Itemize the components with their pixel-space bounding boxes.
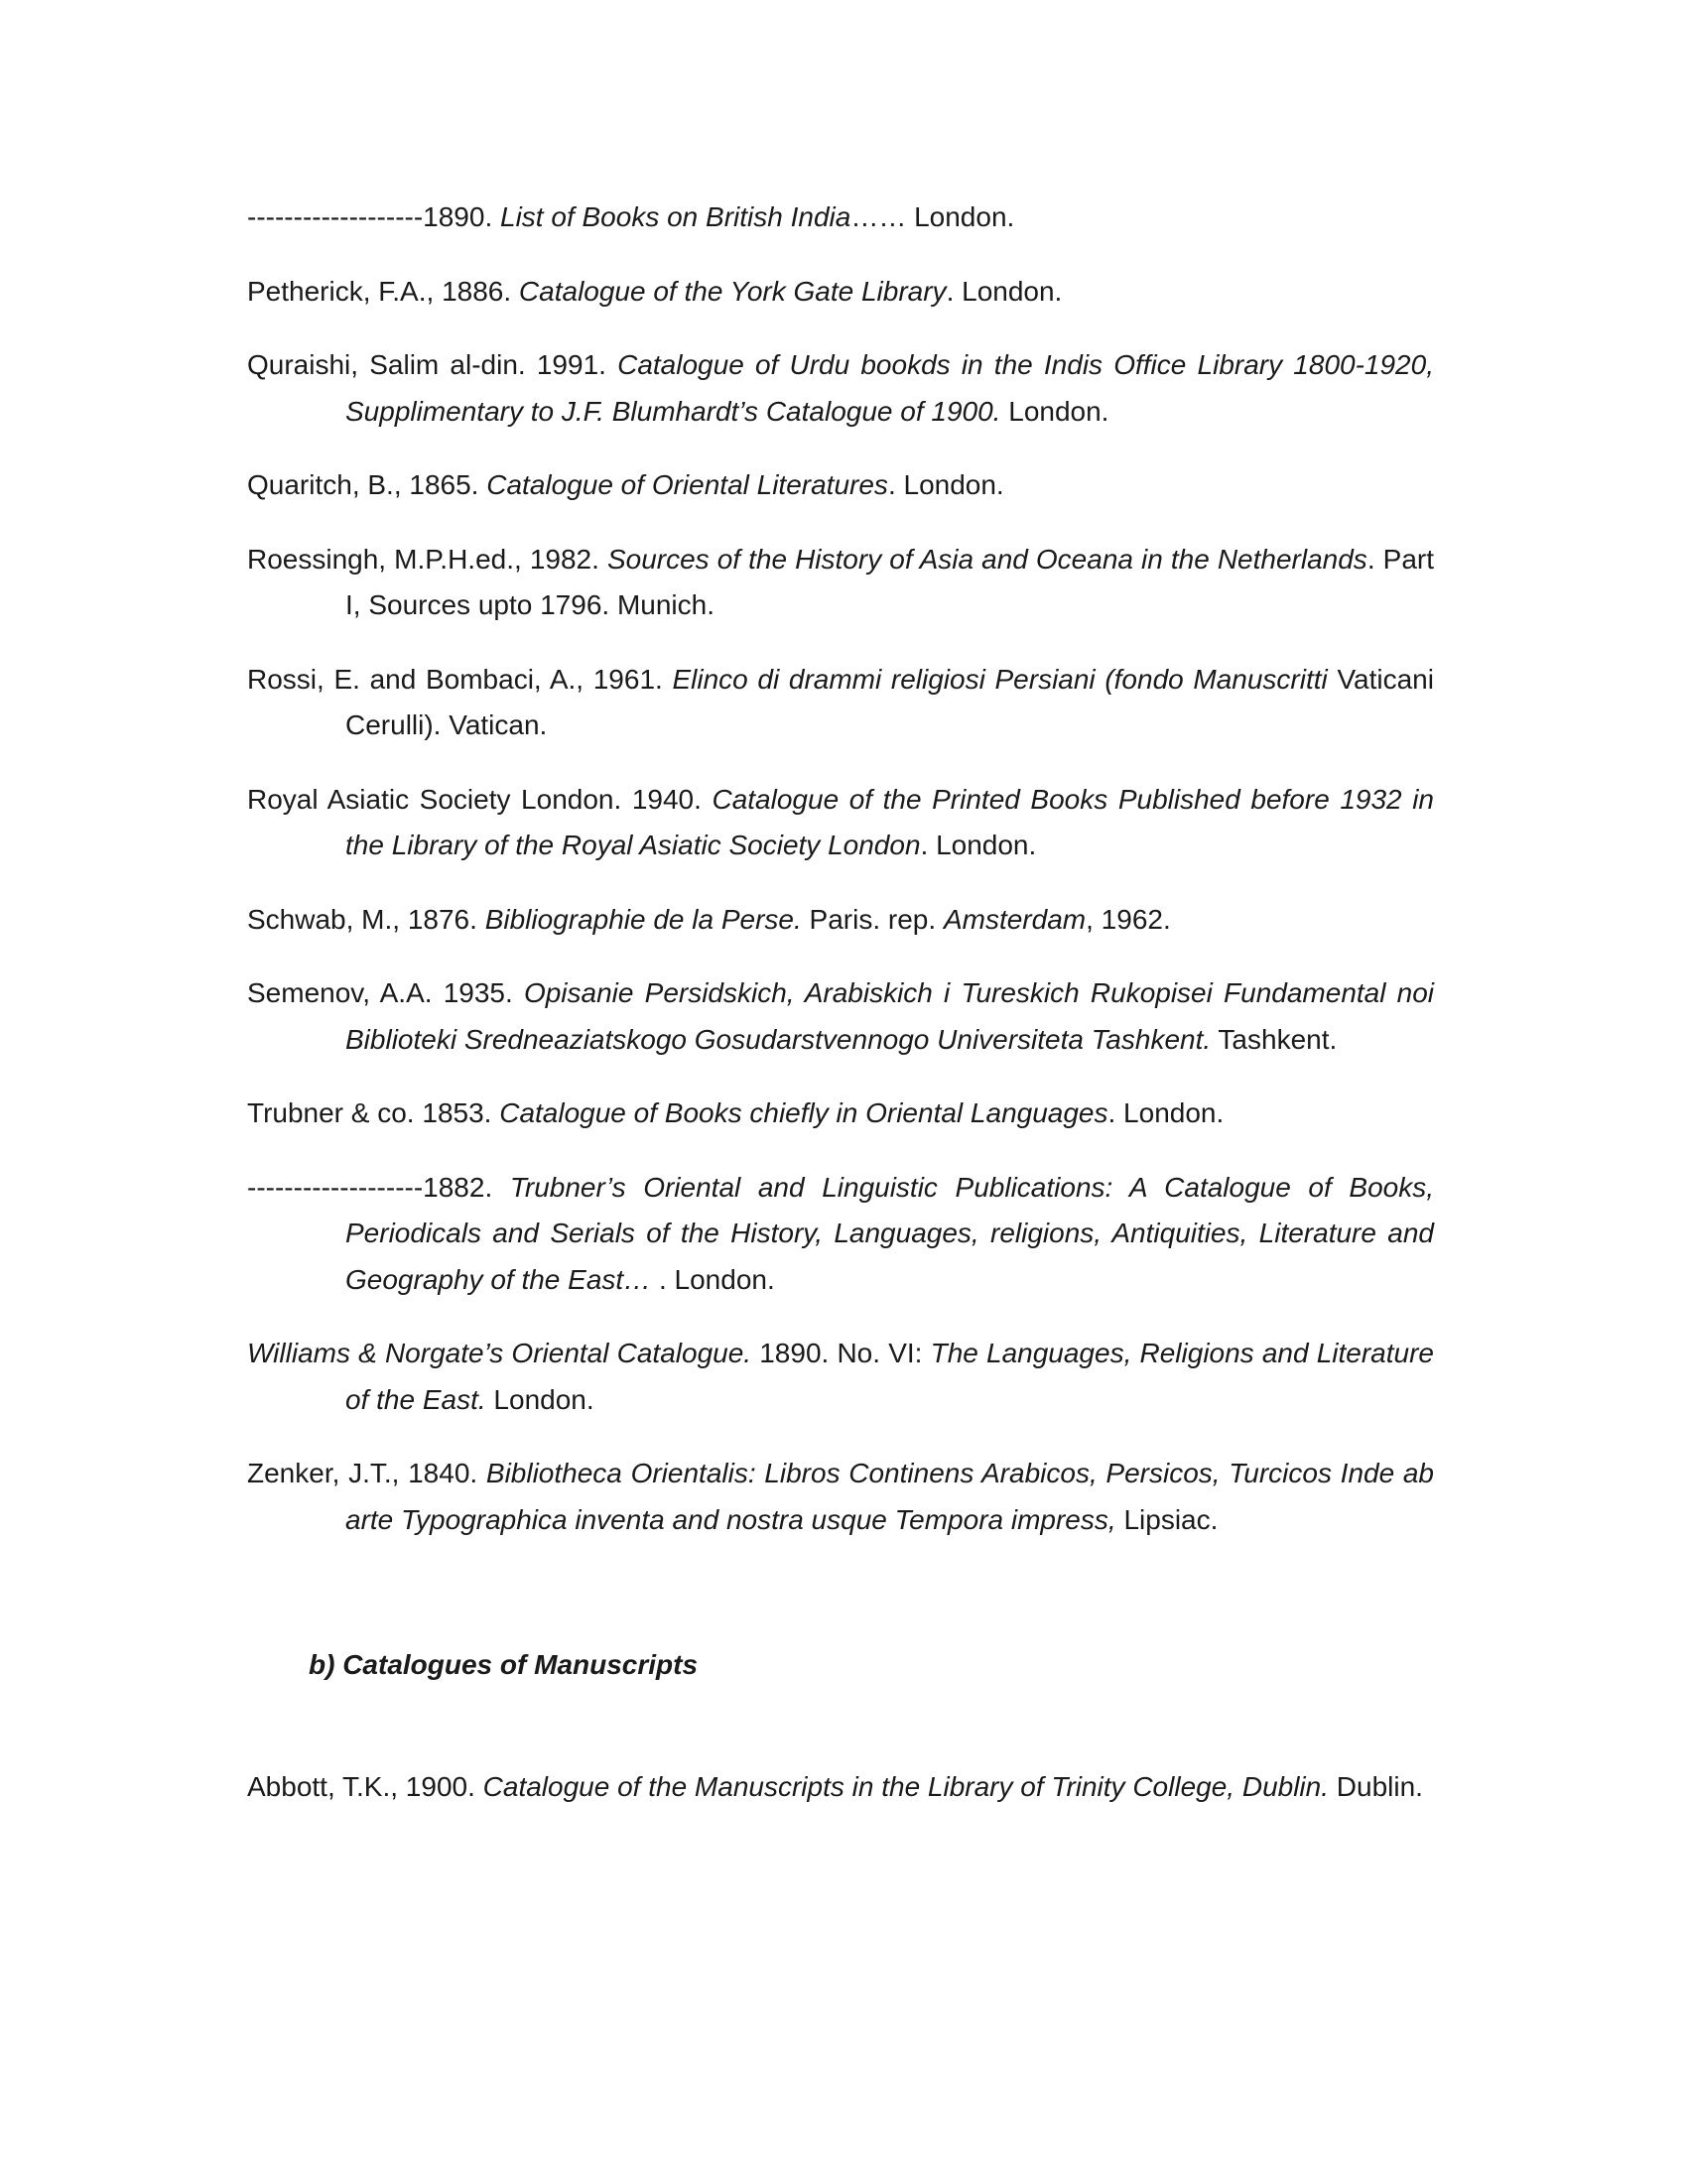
bibliography-entry: [247, 537, 1434, 629]
bibliography-entry: [247, 1091, 1434, 1137]
section-heading: b) Catalogues of Manuscripts: [309, 1649, 699, 1680]
entry-title: Catalogue of Books chiefly in Oriental Languages: [499, 1097, 1108, 1128]
entry-publication: Lipsiac.: [1115, 1503, 1219, 1535]
entry-reprint-place: Amsterdam: [943, 903, 1087, 935]
entry-title: Williams & Norgate’s Oriental Catalogue.: [247, 1338, 752, 1368]
entry-title: Catalogue of Oriental Literatures: [486, 469, 888, 500]
bibliography-entry: [247, 462, 1434, 509]
entry-publication: Paris. rep.: [801, 903, 944, 935]
entry-title: Sources of the History of Asia and Oceana in the Netherlands: [606, 543, 1367, 575]
entry-publication: Vaticani Cerulli). Vatican.: [345, 663, 1434, 740]
bibliography-entry: [247, 970, 1434, 1063]
bibliography-entry: [247, 342, 1434, 435]
bibliography-entry: [247, 657, 1434, 749]
entry-author: Quaritch, B., 1865.: [247, 469, 487, 500]
bibliography-entry: [247, 269, 1434, 316]
bibliography-entry: [247, 1764, 1434, 1811]
entry-title: Catalogue of the Manuscripts in the Library of Trinity College, Dublin.: [482, 1770, 1330, 1802]
entry-title: Bibliographie de la Perse.: [484, 903, 802, 935]
entry-place: London.: [485, 1383, 594, 1415]
entry-title: Opisanie Persidskich, Arabiskich i Tureskich Rukopisei Fundamental noi Biblioteki Sredneaziatskogo Gosudarstvennogo Universiteta Tashkent.: [345, 977, 1434, 1055]
bibliography: [247, 194, 1434, 1838]
entry-subtitle: The Languages, Religions and Literature of the East.: [345, 1338, 1435, 1415]
entry-author: Zenker, J.T., 1840.: [247, 1458, 486, 1488]
entry-author: Rossi, E. and Bombaci, A., 1961.: [247, 663, 673, 695]
entry-author: Royal Asiatic Society London. 1940.: [247, 783, 713, 815]
entry-publication: . Part I, Sources upto 1796. Munich.: [345, 543, 1434, 620]
entry-author: -------------------1890.: [247, 201, 501, 232]
entry-reprint-year: , 1962.: [1086, 903, 1171, 935]
bibliography-entry: [247, 1451, 1434, 1543]
entry-title: Elinco di drammi religiosi Persiani (fondo Manuscritti: [672, 663, 1328, 695]
entry-author: Roessingh, M.P.H.ed., 1982.: [247, 543, 607, 575]
bibliography-entry: [247, 1331, 1434, 1423]
entry-author: Semenov, A.A. 1935.: [247, 977, 524, 1008]
bibliography-entry: [247, 1165, 1434, 1304]
entry-publication: . London.: [887, 469, 1004, 500]
entry-author: Schwab, M., 1876.: [247, 903, 485, 935]
entry-author: Petherick, F.A., 1886.: [247, 275, 519, 307]
entry-author: Quraishi, Salim al-din. 1991.: [247, 349, 618, 380]
entry-title: Catalogue of the Printed Books Published before 1932 in the Library of the Royal Asiatic Society London: [345, 783, 1434, 860]
entry-publication: . London.: [1107, 1097, 1225, 1128]
entry-title: Trubner’s Oriental and Linguistic Publications: A Catalogue of Books, Periodicals and Serials of the History, Languages, religions, Antiquities, Literature and Geography of the East…: [345, 1171, 1434, 1295]
entry-publication: . London.: [658, 1263, 775, 1295]
entry-title: Catalogue of Urdu bookds in the Indis Office Library 1800-1920, Supplimentary to J.F. Blumhardt’s Catalogue of 1900.: [345, 349, 1434, 427]
entry-author: -------------------1882.: [247, 1171, 510, 1203]
bibliography-entry: [247, 897, 1434, 944]
entry-publication: …… London.: [850, 201, 1015, 232]
entry-publication: London.: [1000, 395, 1109, 427]
entry-author: Abbott, T.K., 1900.: [247, 1770, 483, 1802]
entry-title: List of Books on British India: [500, 201, 851, 232]
entry-title: Catalogue of the York Gate Library: [518, 275, 947, 307]
entry-author: Trubner & co. 1853.: [247, 1097, 500, 1128]
entry-publication: 1890. No. VI:: [751, 1338, 931, 1368]
entry-title: Bibliotheca Orientalis: Libros Continens Arabicos, Persicos, Turcicos Inde ab arte Typographica inventa and nostra usque Tempora impress,: [345, 1458, 1435, 1535]
bibliography-entry: [247, 194, 1434, 241]
bibliography-entry: [247, 777, 1434, 869]
entry-publication: Tashkent.: [1211, 1023, 1338, 1055]
entry-publication: . London.: [920, 830, 1037, 860]
entry-publication: Dublin.: [1329, 1770, 1423, 1802]
entry-publication: . London.: [946, 275, 1063, 307]
